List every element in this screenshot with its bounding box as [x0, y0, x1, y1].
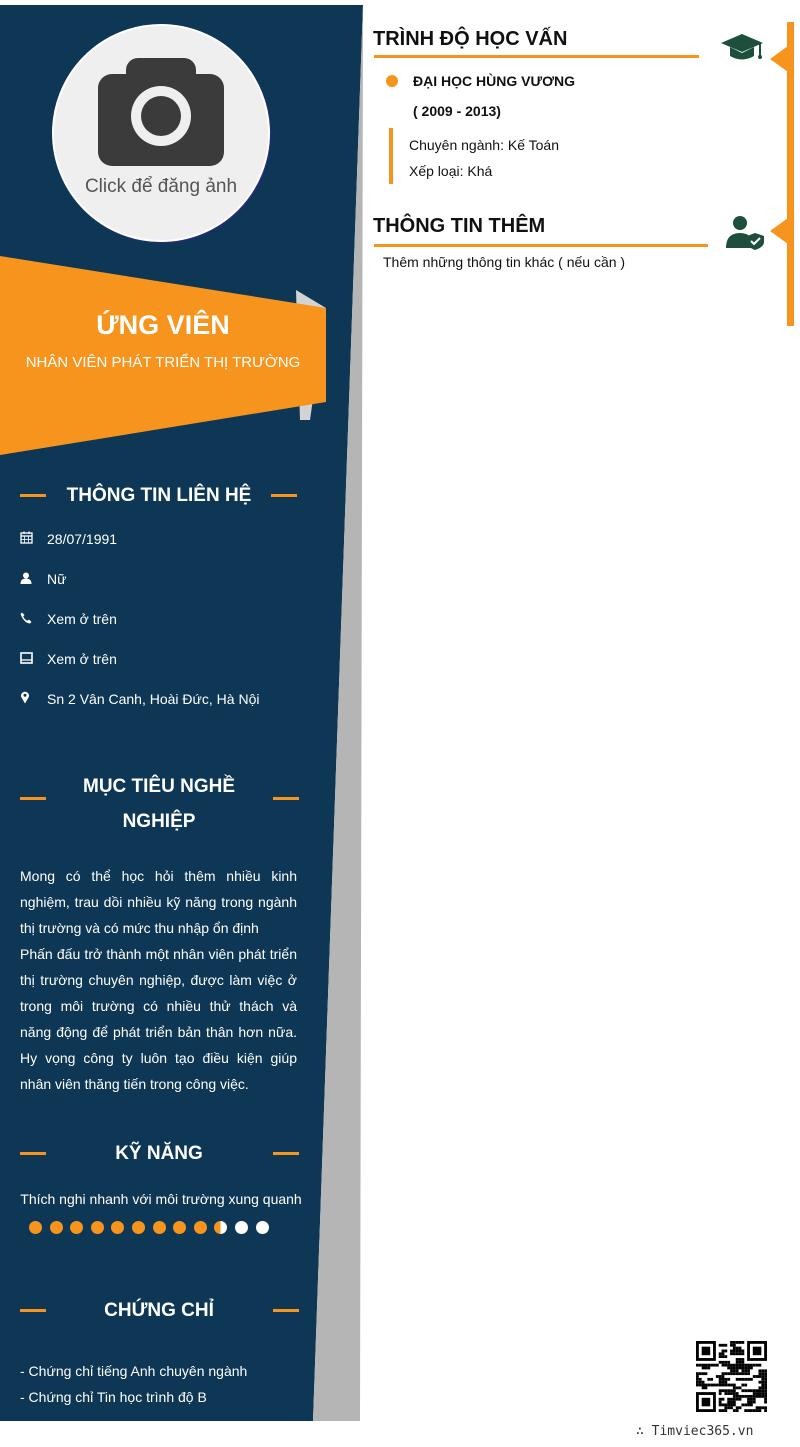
location-icon: [20, 691, 47, 707]
qr-code: [696, 1341, 767, 1412]
calendar-icon: [20, 531, 47, 547]
certificate-item: - Chứng chỉ Tin học trình độ B: [20, 1389, 207, 1405]
contact-address: [20, 691, 259, 707]
education-years: ( 2009 - 2013): [413, 103, 501, 119]
education-school: ĐẠI HỌC HÙNG VƯƠNG: [413, 73, 576, 89]
skill-dot: [111, 1221, 124, 1234]
objective-paragraph: Mong có thể học hỏi thêm nhiều kinh nghiệm, trau dồi nhiều kỹ năng trong ngành thị trường và có mức thu nhập ổn định: [20, 868, 297, 936]
skill-dot: [153, 1221, 166, 1234]
education-underline: [374, 55, 699, 58]
skill-dot: [173, 1221, 186, 1234]
camera-icon: [98, 58, 224, 168]
objective-title-line2: NGHIỆP: [122, 811, 196, 832]
additional-underline: [374, 244, 708, 247]
section-dash: [273, 1309, 299, 1312]
section-dash: [20, 797, 46, 800]
contact-value: Nữ: [47, 571, 67, 587]
skill-dot: [70, 1221, 83, 1234]
skill-name: Thích nghi nhanh với môi trường xung quanh: [20, 1191, 302, 1207]
skill-dot: [214, 1221, 227, 1234]
graduation-cap-icon: [720, 32, 764, 69]
education-bullet: [386, 75, 398, 87]
contact-value: Xem ở trên: [47, 611, 117, 627]
skill-dot: [235, 1221, 248, 1234]
objective-title: [46, 769, 272, 839]
skills-title: KỸ NĂNG: [115, 1143, 203, 1164]
education-title: TRÌNH ĐỘ HỌC VẤN: [373, 28, 568, 50]
contact-birthday: [20, 531, 117, 547]
section-dash: [20, 1309, 46, 1312]
section-dash: [271, 494, 297, 497]
skill-rating: [29, 1221, 276, 1234]
email-icon: [20, 652, 47, 667]
right-accent-bar: [787, 22, 794, 326]
section-marker-arrow: [770, 46, 788, 77]
skill-dot: [91, 1221, 104, 1234]
candidate-role: NHÂN VIÊN PHÁT TRIỂN THỊ TRƯỜNG: [25, 354, 301, 371]
skill-dot: [50, 1221, 63, 1234]
section-dash: [273, 1152, 299, 1155]
contact-phone: [20, 611, 117, 627]
objective-paragraph: Phấn đấu trở thành một nhân viên phát triển thị trường chuyên nghiệp, được làm việc ở trong môi trường có nhiều thử thách và năng động để phát triển bản thân hơn nữa. Hy vọng công ty luôn tạo điều kiện giúp nhân viên thăng tiến trong công việc.: [20, 946, 297, 1092]
user-check-icon: [726, 214, 766, 255]
user-icon: [20, 572, 47, 587]
contact-email: [20, 651, 117, 667]
section-dash: [273, 797, 299, 800]
certificate-item: - Chứng chỉ tiếng Anh chuyên ngành: [20, 1363, 248, 1379]
contact-title: THÔNG TIN LIÊN HỆ: [66, 485, 252, 506]
section-dash: [20, 494, 46, 497]
phone-icon: [20, 612, 47, 627]
avatar-upload-label: Click để đăng ảnh: [84, 176, 238, 197]
watermark: ∴ Timviec365.vn: [636, 1424, 754, 1439]
avatar-upload[interactable]: [52, 24, 270, 242]
additional-text: Thêm những thông tin khác ( nếu cần ): [383, 254, 626, 270]
skill-dot: [29, 1221, 42, 1234]
certificates-title: CHỨNG CHỈ: [104, 1300, 214, 1321]
education-grade: Xếp loại: Khá: [409, 163, 493, 179]
contact-value: Sn 2 Vân Canh, Hoài Đức, Hà Nội: [47, 691, 260, 707]
skill-dot: [256, 1221, 269, 1234]
skill-dot: [194, 1221, 207, 1234]
objective-text: [20, 863, 297, 1097]
contact-gender: [20, 571, 66, 587]
education-major: Chuyên ngành: Kế Toán: [409, 137, 559, 153]
additional-title: THÔNG TIN THÊM: [373, 215, 546, 237]
education-timeline-line: [389, 128, 393, 184]
contact-value: Xem ở trên: [47, 651, 117, 667]
skill-dot: [132, 1221, 145, 1234]
section-dash: [20, 1152, 46, 1155]
contact-value: 28/07/1991: [47, 531, 118, 547]
section-marker-arrow: [770, 218, 788, 249]
objective-title-line1: MỤC TIÊU NGHỀ: [83, 776, 235, 797]
candidate-name: ỨNG VIÊN: [96, 310, 230, 340]
